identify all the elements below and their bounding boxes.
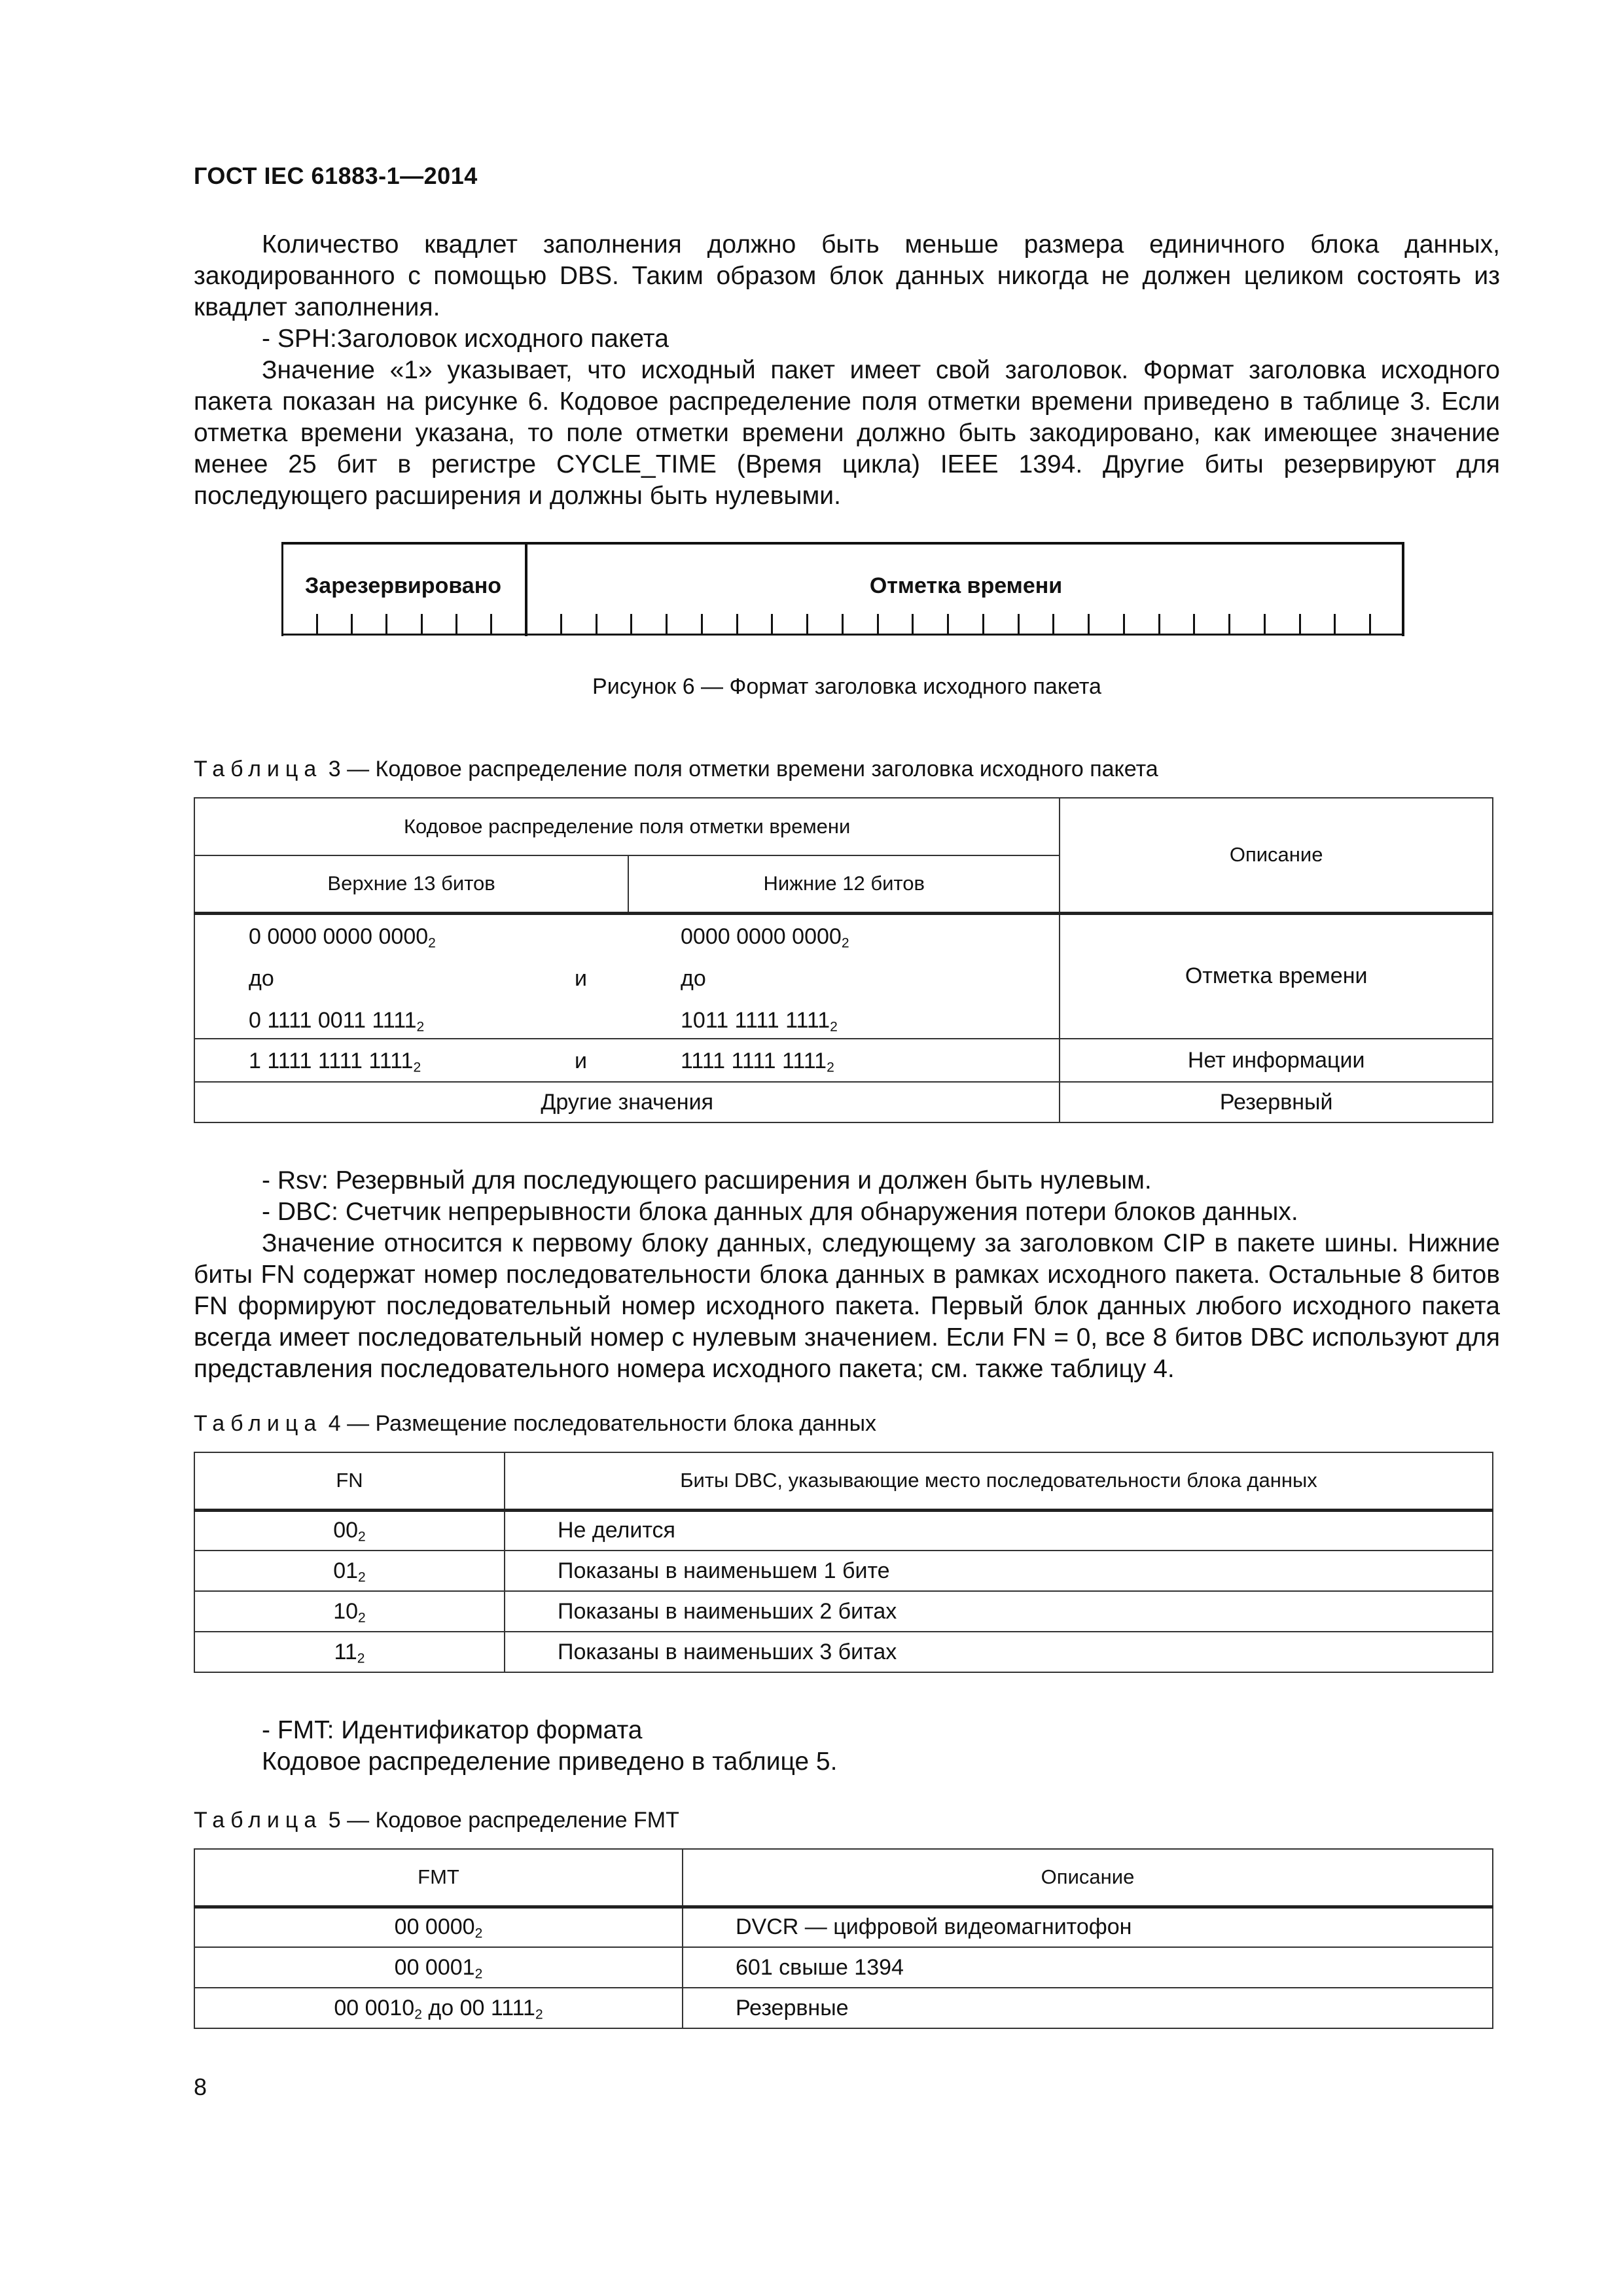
upper-from-value: 0 0000 0000 $0000_2$ (249, 924, 436, 950)
table-row (194, 1591, 1493, 1632)
table-3-upper-header: Верхние 13 битов (194, 855, 628, 913)
lower-noinfo-value: 1111 1111 $1111_2$ (681, 1049, 834, 1075)
timestamp-field-label: Отметка времени (869, 573, 1063, 598)
table-row (194, 1988, 1493, 2028)
table-4-label: Таблица (194, 1411, 323, 1436)
bit-tick (771, 614, 773, 635)
table-5-desc-header: Описание (683, 1849, 1493, 1907)
bit-tick (736, 614, 738, 635)
bit-tick (1228, 614, 1230, 635)
lower-from-value: 0000 0000 $0000_2$ (681, 924, 849, 950)
bit-tick (1193, 614, 1195, 635)
bit-tick (1123, 614, 1125, 635)
table-4-caption: 4 — Размещение последовательности блока данных (322, 1411, 877, 1436)
fmt-section (194, 1715, 1500, 1778)
table-3-noinfo-cell (194, 1039, 1060, 1082)
fn-value: $10_2$ (194, 1591, 505, 1632)
table-3-desc-reserved: Резервный (1060, 1082, 1493, 1122)
table-3-label: Таблица (194, 757, 323, 781)
bit-tick (1334, 614, 1336, 635)
table-row (194, 1039, 1493, 1082)
bit-tick (806, 614, 808, 635)
table-3-desc-header: Описание (1060, 798, 1493, 913)
bit-tick (1264, 614, 1266, 635)
table-5-label: Таблица (194, 1808, 323, 1833)
bit-tick (1299, 614, 1301, 635)
range-to-word: до (249, 965, 274, 991)
figure-6-caption: Рисунок 6 — Формат заголовка исходного пакета (592, 674, 1101, 699)
table-3-group-header: Кодовое распределение поля отметки времени (194, 798, 1060, 855)
bit-tick (877, 614, 879, 635)
and-word: и (575, 965, 587, 991)
bits-description: Не делится (505, 1510, 1493, 1551)
fn-value: $11_2$ (194, 1632, 505, 1672)
bit-tick (596, 614, 597, 635)
page-number: 8 (194, 2073, 207, 2100)
table-5 (194, 1848, 1493, 2029)
bits-description: Показаны в наименьших 2 битах (505, 1591, 1493, 1632)
intro-section (194, 229, 1500, 512)
bit-tick (1158, 614, 1160, 635)
table-row (194, 1551, 1493, 1591)
table-3-desc-timestamp: Отметка времени (1060, 913, 1493, 1039)
fmt-description: 601 свыше 1394 (683, 1947, 1493, 1988)
and-word: и (575, 1049, 587, 1073)
reserved-field-label: Зарезервировано (304, 573, 502, 598)
table-5-fmt-header: FMT (194, 1849, 683, 1907)
bit-tick (421, 614, 423, 635)
paragraph-dbc-description: Значение относится к первому блоку данных, следующему за заголовком CIP в пакете шины. Нижние биты FN содержат номер последовательности блока данных в рамках исходного пакета. Остальные 8 битов FN формируют последовательный номер исходного пакета. Первый блок данных любого исходного пакета всегда имеет последовательный номер с нулевым значением. Если FN = 0, все 8 битов DBC используют для представления последовательного номера исходного пакета; см. также таблицу 4. (194, 1229, 1500, 1383)
bit-tick (1052, 614, 1054, 635)
table-4-bits-header: Биты DBC, указывающие место последовательности блока данных (505, 1452, 1493, 1510)
figure-6-packet-header (281, 542, 1404, 640)
fmt-description: Резервные (683, 1988, 1493, 2028)
fn-value: $01_2$ (194, 1551, 505, 1591)
list-item-rsv: - Rsv: Резервный для последующего расширения и должен быть нулевым. (262, 1166, 1152, 1194)
list-item-dbc: - DBC: Счетчик непрерывности блока данных для обнаружения потери блоков данных. (262, 1198, 1298, 1226)
bit-tick (666, 614, 668, 635)
table-row (194, 1907, 1493, 1947)
table-row (194, 1947, 1493, 1988)
table-3-other-values: Другие значения (194, 1082, 1060, 1122)
bit-tick (701, 614, 703, 635)
fmt-value: 00 $0010_2$ до 00 $1111_2$ (194, 1988, 683, 2028)
table-4-title (194, 1411, 876, 1437)
bit-tick (490, 614, 492, 635)
bit-tick (912, 614, 914, 635)
table-3-caption: 3 — Кодовое распределение поля отметки времени заголовка исходного пакета (322, 757, 1158, 781)
table-5-title (194, 1808, 679, 1833)
list-item-sph: - SPH:Заголовок исходного пакета (262, 325, 669, 353)
table-row (194, 1510, 1493, 1551)
upper-to-value: 0 1111 0011 $1111_2$ (249, 1007, 425, 1034)
bit-tick (630, 614, 632, 635)
bit-tick (560, 614, 562, 635)
bit-tick (316, 614, 318, 635)
bit-tick (1369, 614, 1371, 635)
table-3 (194, 797, 1493, 1123)
paragraph-fill-quadlets: Количество квадлет заполнения должно быть меньше размера единичного блока данных, закодированного с помощью DBS. Таким образом блок данных никогда не должен целиком состоять из квадлет заполнения. (194, 230, 1500, 321)
table-3-lower-header: Нижние 12 битов (628, 855, 1060, 913)
fmt-value: 00 $0000_2$ (194, 1907, 683, 1947)
range-to-word-lower: до (681, 965, 706, 991)
bit-tick (947, 614, 949, 635)
table-row (194, 1082, 1493, 1122)
table-4 (194, 1452, 1493, 1673)
bit-tick (842, 614, 844, 635)
table-row (194, 913, 1493, 1039)
bits-description: Показаны в наименьшем 1 бите (505, 1551, 1493, 1591)
paragraph-sph-description: Значение «1» указывает, что исходный пакет имеет свой заголовок. Формат заголовка исходного пакета показан на рисунке 6. Кодовое распределение поля отметки времени приведено в таблице 3. Если отметка времени указана, то поле отметки времени должно быть закодировано, как имеющее значение менее 25 бит в регистре CYCLE_TIME (Время цикла) IEEE 1394. Другие биты резервируют для последующего расширения и должны быть нулевыми. (194, 356, 1500, 510)
fn-value: $00_2$ (194, 1510, 505, 1551)
bit-tick (455, 614, 457, 635)
table-5-caption: 5 — Кодовое распределение FMT (322, 1808, 679, 1833)
fmt-value: 00 $0001_2$ (194, 1947, 683, 1988)
table-3-title (194, 757, 1158, 782)
table-4-fn-header: FN (194, 1452, 505, 1510)
bit-tick (385, 614, 387, 635)
bit-tick (982, 614, 984, 635)
lower-to-value: 1011 1111 $1111_2$ (681, 1007, 838, 1034)
dbc-section (194, 1165, 1500, 1385)
list-item-fmt: - FMT: Идентификатор формата (262, 1716, 643, 1744)
fmt-reference-line: Кодовое распределение приведено в таблице 5. (262, 1748, 838, 1776)
bit-tick (351, 614, 353, 635)
bits-description: Показаны в наименьших 3 битах (505, 1632, 1493, 1672)
table-3-range-cell (194, 913, 1060, 1039)
table-row (194, 1632, 1493, 1672)
fmt-description: DVCR — цифровой видеомагнитофон (683, 1907, 1493, 1947)
table-3-desc-noinfo: Нет информации (1060, 1039, 1493, 1082)
bit-tick (1088, 614, 1090, 635)
bit-tick (1018, 614, 1020, 635)
document-header: ГОСТ IEC 61883-1—2014 (194, 162, 478, 189)
upper-noinfo-value: 1 1111 1111 $1111_2$ (249, 1049, 421, 1075)
